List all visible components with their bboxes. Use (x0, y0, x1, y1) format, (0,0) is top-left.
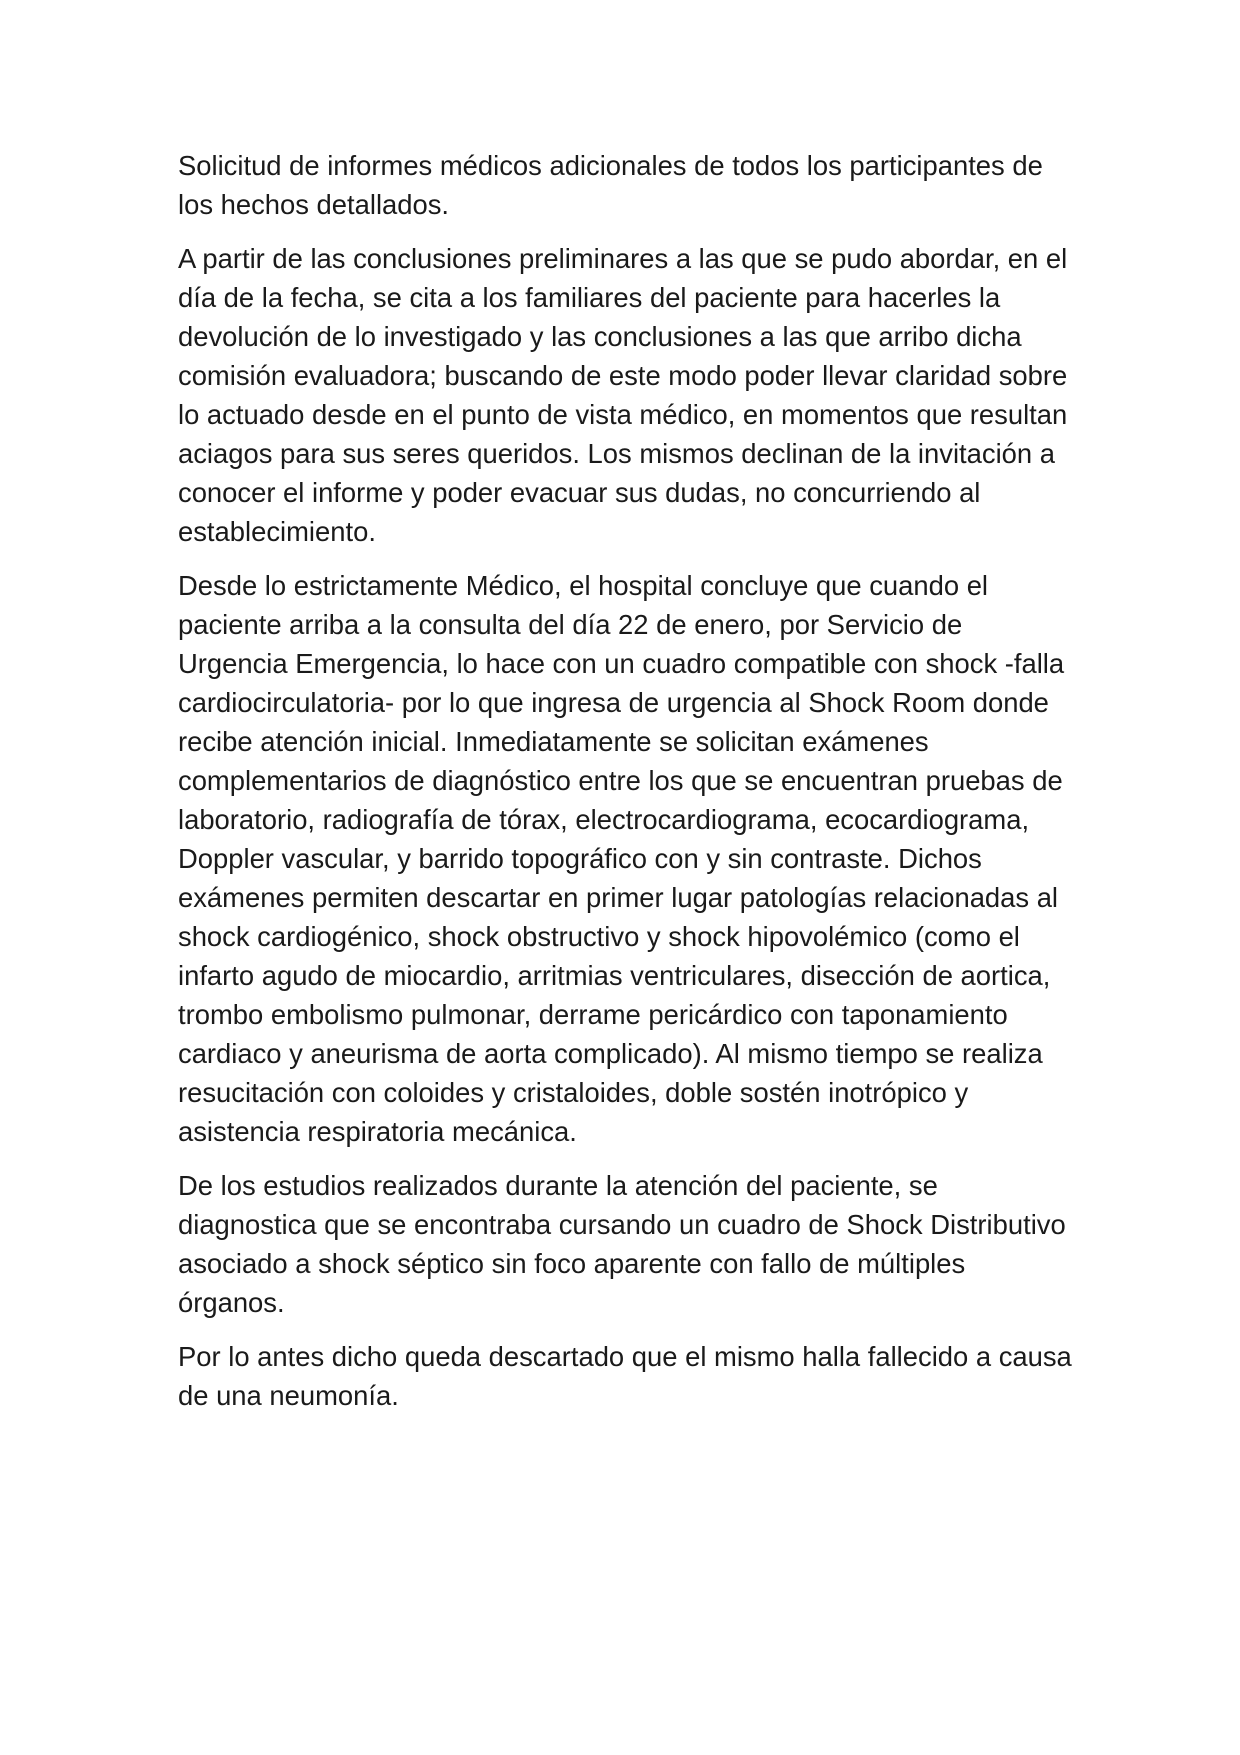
paragraph-family-meeting: A partir de las conclusiones preliminares a las que se pudo abordar, en el día de la fecha, se cita a los familiares del paciente para hacerles la devolución de lo investigado y las conclusiones a las que arribo dicha comisión evaluadora; buscando de este modo poder llevar claridad sobre lo actuado desde en el punto de vista médico, en momentos que resultan aciagos para sus seres queridos. Los mismos declinan de la invitación a conocer el informe y poder evacuar sus dudas, no concurriendo al establecimiento. (178, 243, 1068, 547)
paragraph-request: Solicitud de informes médicos adicionales de todos los participantes de los hechos detallados. (178, 150, 1043, 220)
paragraph-final-statement: Por lo antes dicho queda descartado que el mismo halla fallecido a causa de una neumonía. (178, 1341, 1072, 1411)
paragraph-medical-conclusion: Desde lo estrictamente Médico, el hospital concluye que cuando el paciente arriba a la consulta del día 22 de enero, por Servicio de Urgencia Emergencia, lo hace con un cuadro compatible con shock -falla cardiocirculatoria- por lo que ingresa de urgencia al Shock Room donde recibe atención inicial. Inmediatamente se solicitan exámenes complementarios de diagnóstico entre los que se encuentran pruebas de laboratorio, radiografía de tórax, electrocardiograma, ecocardiograma, Doppler vascular, y barrido topográfico con y sin contraste. Dichos exámenes permiten descartar en primer lugar patologías relacionadas al shock cardiogénico, shock obstructivo y shock hipovolémico (como el infarto agudo de miocardio, arritmias ventriculares, disección de aortica, trombo embolismo pulmonar, derrame pericárdico con taponamiento cardiaco y aneurisma de aorta complicado). Al mismo tiempo se realiza resucitación con coloides y cristaloides, doble sostén inotrópico y asistencia respiratoria mecánica. (178, 570, 1065, 1147)
paragraph-diagnosis: De los estudios realizados durante la atención del paciente, se diagnostica que se encontraba cursando un cuadro de Shock Distributivo asociado a shock séptico sin foco aparente con fallo de múltiples órganos. (178, 1170, 1066, 1318)
document-body (178, 146, 1078, 1430)
